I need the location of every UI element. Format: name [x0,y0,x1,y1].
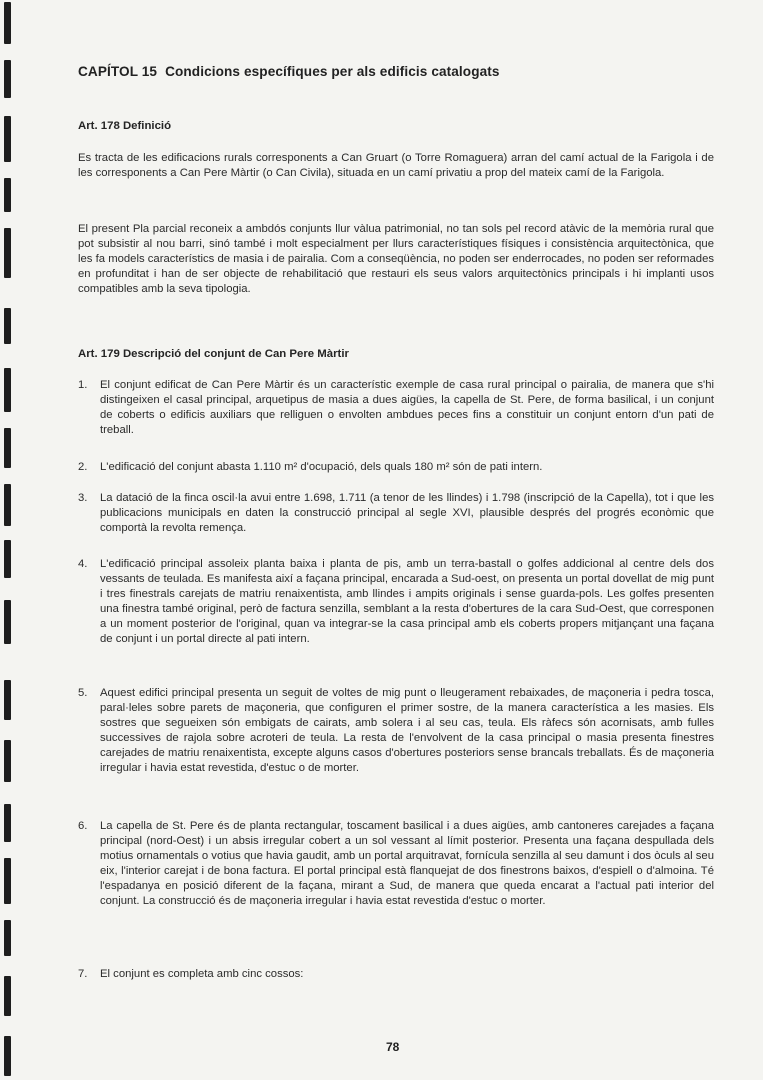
binding-mark [4,484,11,526]
binding-mark [4,680,11,720]
list-item [78,460,714,475]
binding-mark [4,368,11,412]
item-number: 7. [78,968,88,980]
page-number: 78 [386,1040,400,1054]
chapter-heading [78,64,500,79]
binding-mark [4,976,11,1016]
item-text: El conjunt edificat de Can Pere Màrtir és un característic exemple de casa rural principal o pairalia, de manera que s'hi distingeixen el casal principal, arquetipus de masia a dues aigües, la capella de St. Pere, de forma basilical, i un conjunt de coberts o edificis auxiliars que relliguen o envolten ambdues peces fins a constituir un conjunt entorn d'un pati de treball. [100,379,714,436]
chapter-number: CAPÍTOL 15 [78,64,158,79]
binding-mark [4,116,11,162]
article-179-heading: Art. 179 Descripció del conjunt de Can Pere Màrtir [78,348,349,360]
chapter-title: Condicions específiques per als edificis catalogats [165,64,500,79]
binding-mark [4,2,11,44]
item-number: 3. [78,492,88,504]
item-number: 5. [78,687,88,699]
document-page [78,0,718,1080]
item-number: 2. [78,461,88,473]
binding-mark [4,858,11,904]
binding-mark [4,228,11,278]
article-178-paragraph: Es tracta de les edificacions rurals corresponents a Can Gruart (o Torre Romaguera) arran del camí actual de la Farigola i de les corresponents a Can Pere Màrtir (o Can Civila), situada en un camí privatiu a prop del mateix camí de la Farigola. [78,152,714,179]
binding-mark [4,428,11,468]
list-item [78,491,714,536]
binding-mark [4,1036,11,1076]
binding-mark [4,60,11,98]
article-178-paragraph: El present Pla parcial reconeix a ambdós conjunts llur vàlua patrimonial, no tan sols pel record atàvic de la memòria rural que pot subsistir al nou barri, sinó també i molt especialment per llurs característiques físiques i consistència arquitectònica, que les fa models característics de masia i de pairalia. Com a conseqüència, no poden ser enderrocades, no poden ser reformades en profunditat i han de ser objecte de rehabilitació que restauri els seus valors arquitectònics principals i hi implanti usos compatibles amb la seva tipologia. [78,223,714,295]
item-text: Aquest edifici principal presenta un seguit de voltes de mig punt o lleugerament rebaixades, de maçoneria i pedra tosca, paral·leles sobre parets de maçoneria, que configuren el primer sostre, de la manera característica a les masies. Els sostres que segueixen són embigats de cairats, amb solera i al seu cas, teula. Els ràfecs són acornisats, amb fulles successives de rajola sobre acroteri de teula. La resta de l'envolvent de la casa principal o masia presenta finestres carejades de matriu renaixentista, excepte alguns casos d'obertures posteriors sense brancals treballats. És de maçoneria irregular i havia estat revestida, d'estuc o de morter. [100,687,714,774]
binding-mark [4,920,11,956]
item-number: 4. [78,558,88,570]
article-178-heading: Art. 178 Definició [78,120,172,132]
list-item [78,557,714,647]
list-item [78,378,714,438]
item-number: 6. [78,820,88,832]
binding-mark [4,600,11,644]
list-item [78,819,714,909]
item-text: El conjunt es completa amb cinc cossos: [100,968,304,980]
scan-binding-marks [0,0,18,1080]
list-item [78,967,714,982]
binding-mark [4,804,11,842]
item-text: L'edificació principal assoleix planta baixa i planta de pis, amb un terra-bastall o golfes addicional al centre dels dos vessants de teulada. Es manifesta així a façana principal, encarada a Sud-oest, on presenta un portal dovellat de mig punt i tres finestrals carejats de matriu renaixentista, amb llindes i ampits originals i sense guarda-pols. Les golfes presenten una finestra també original, però de factura senzilla, semblant a la resta d'obertures de la cara Sud-Oest, que corresponen a un moment posterior de l'original, quan va integrar-se la casa principal amb els coberts propers mitjançant una façana de conjunt i un portal directe al pati intern. [100,558,714,645]
item-text: L'edificació del conjunt abasta 1.110 m² d'ocupació, dels quals 180 m² són de pati intern. [100,461,543,473]
item-text: La capella de St. Pere és de planta rectangular, toscament basilical i a dues aigües, amb cantoneres carejades a façana principal (nord-Oest) i un absis irregular cobert a un sol vessant al límit posterior. Presenta una façana despullada dels motius ornamentals o votius que havia gaudit, amb un portal arquitravat, fornícula senzilla al seu damunt i dos òculs al seu eix, l'interior carejat i de bona factura. El portal principal està flanquejat de dos finestrons baixos, d'espiell o d'almoina. Té l'espadanya en posició diferent de la façana, mirant a Sud, de manera que queda encarat a l'actual pati interior del conjunt. La construcció és de maçoneria irregular i havia estat revestida d'estuc o morter. [100,820,714,907]
binding-mark [4,740,11,782]
item-text: La datació de la finca oscil·la avui entre 1.698, 1.711 (a tenor de les llindes) i 1.798 (inscripció de la Capella), tot i que les publicacions municipals en daten la construcció principal al segle XVI, plausible després del progrés econòmic que comportà la revolta remença. [100,492,714,534]
list-item [78,686,714,776]
binding-mark [4,308,11,344]
item-number: 1. [78,379,88,391]
binding-mark [4,178,11,212]
binding-mark [4,540,11,578]
